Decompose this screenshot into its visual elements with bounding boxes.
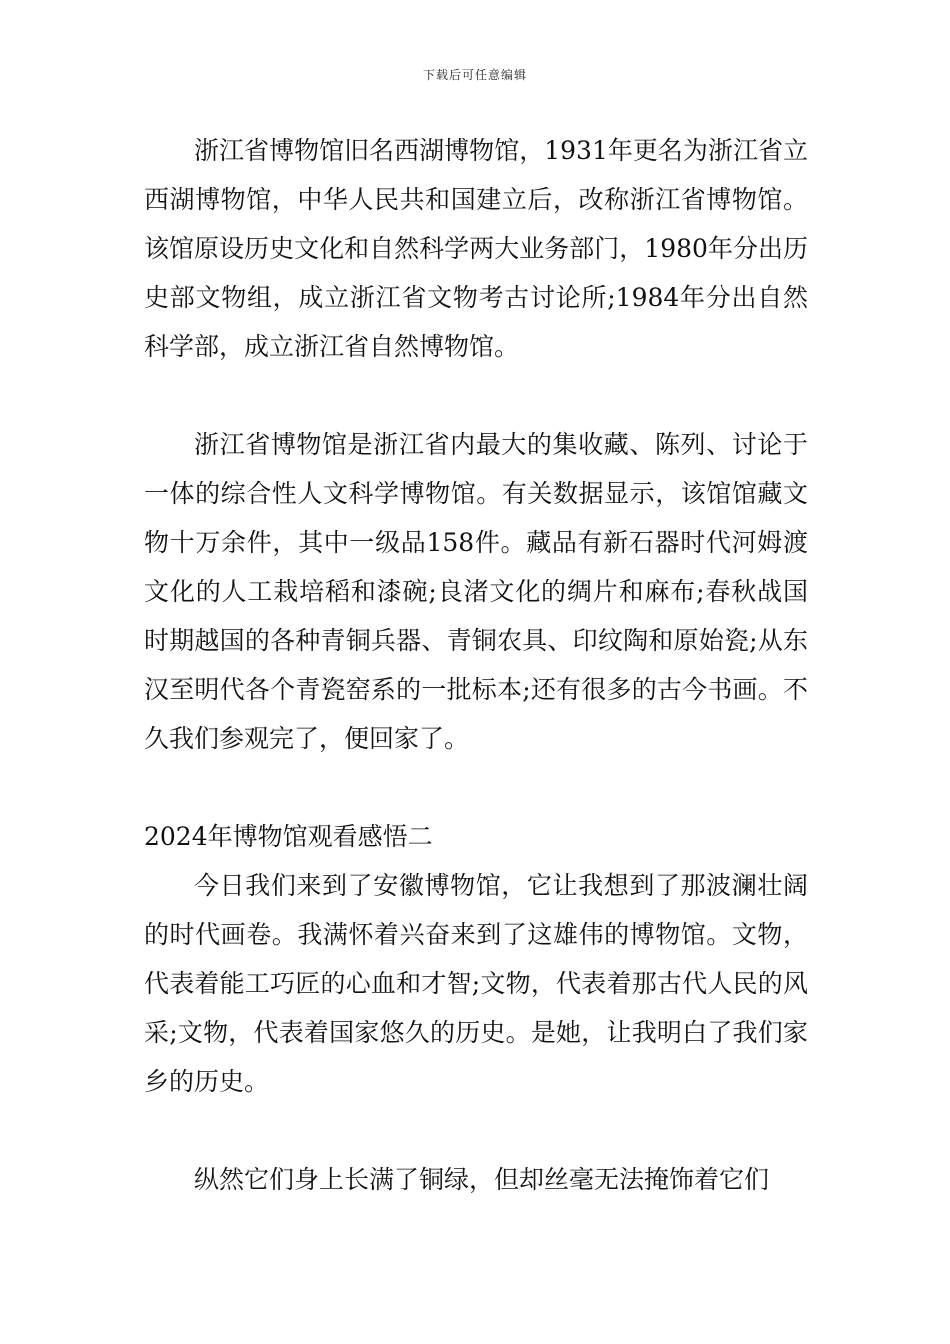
paragraph-anhui-museum: 今日我们来到了安徽博物馆，它让我想到了那波澜壮阔的时代画卷。我满怀着兴奋来到了这雄伟的博物馆。文物，代表着能工巧匠的心血和才智;文物，代表着那古代人民的风采;文物，代表着国家悠久的历史。是她，让我明白了我们家乡的历史。: [144, 871, 808, 1096]
paragraph-spacer: [144, 763, 808, 812]
section-heading: 2024年博物馆观看感悟二: [144, 822, 433, 851]
paragraph-museum-collection: 浙江省博物馆是浙江省内最大的集收藏、陈列、讨论于一体的综合性人文科学博物馆。有关数据显示，该馆馆藏文物十万余件，其中一级品158件。藏品有新石器时代河姆渡文化的人工栽培稻和漆碗;良渚文化的绸片和麻布;春秋战国时期越国的各种青铜兵器、青铜农具、印纹陶和原始瓷;从东汉至明代各个青瓷窑系的一批标本;还有很多的古今书画。不久我们参观完了，便回家了。: [144, 430, 808, 753]
paragraph-bronze: 纵然它们身上长满了铜绿，但却丝毫无法掩饰着它们: [194, 1165, 770, 1194]
page-header: 下载后可任意编辑: [422, 68, 527, 82]
paragraph-spacer: [144, 371, 808, 420]
paragraph-spacer: [144, 1106, 808, 1155]
paragraph-museum-history: 浙江省博物馆旧名西湖博物馆，1931年更名为浙江省立西湖博物馆，中华人民共和国建立后，改称浙江省博物馆。该馆原设历史文化和自然科学两大业务部门，1980年分出历史部文物组，成立浙江省文物考古讨论所;1984年分出自然科学部，成立浙江省自然博物馆。: [144, 136, 808, 361]
document-body: [144, 126, 808, 1204]
